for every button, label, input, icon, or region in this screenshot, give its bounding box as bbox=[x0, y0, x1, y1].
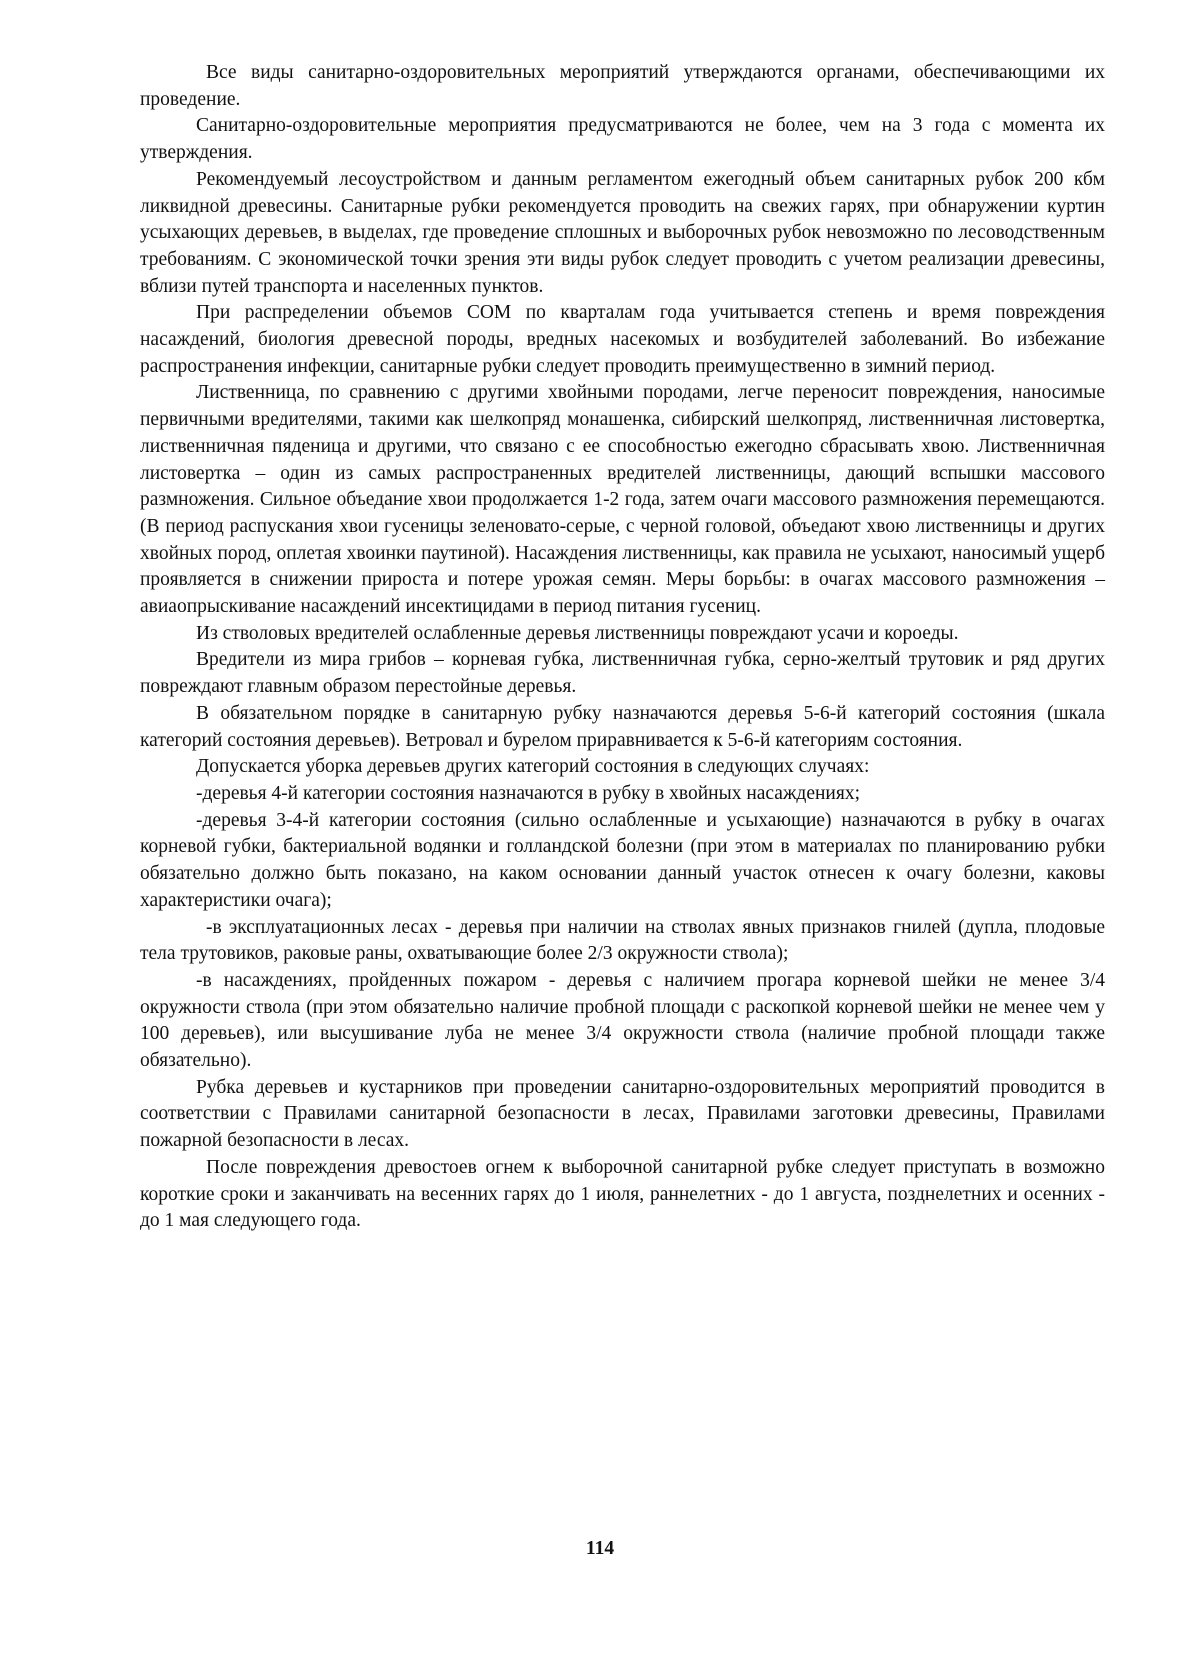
paragraph: Вредители из мира грибов – корневая губка, лиственничная губка, серно-желтый трутовик и ряд других повреждают главным образом перестойные деревья. bbox=[140, 649, 1105, 698]
paragraph: Допускается уборка деревьев других категорий состояния в следующих случаях: bbox=[196, 756, 870, 778]
paragraph: Санитарно-оздоровительные мероприятия предусматриваются не более, чем на 3 года с момента их утверждения. bbox=[140, 115, 1105, 164]
paragraph: Все виды санитарно-оздоровительных мероприятий утверждаются органами, обеспечивающими их проведение. bbox=[140, 62, 1105, 110]
paragraph: При распределении объемов СОМ по кварталам года учитывается степень и время повреждения насаждений, биология древесной породы, вредных насекомых и возбудителей заболеваний. Во избежание распространения инфекции, санитарные рубки следует проводить преимущественно в зимний период. bbox=[140, 302, 1105, 377]
list-item: -деревья 3-4-й категории состояния (сильно ослабленные и усыхающие) назначаются в рубку в очагах корневой губки, бактериальной водянки и голландской болезни (при этом в материалах по планированию рубки обязательно должно быть показано, на каком основании данный участок отнесен к очагу болезни, каковы характеристики очага); bbox=[140, 809, 1105, 911]
paragraph: Рекомендуемый лесоустройством и данным регламентом ежегодный объем санитарных рубок 200 кбм ликвидной древесины. Санитарные рубки рекомендуется проводить на свежих гарях, при обнаружении куртин усыхающих деревьев, в выделах, где проведение сплошных и выборочных рубок невозможно по лесоводственным требованиям. С экономической точки зрения эти виды рубок следует проводить с учетом реализации древесины, вблизи путей транспорта и населенных пунктов. bbox=[140, 168, 1105, 297]
list-item: -в насаждениях, пройденных пожаром - деревья с наличием прогара корневой шейки не менее 3/4 окружности ствола (при этом обязательно наличие пробной площади с раскопкой корневой шейки не менее чем у 100 деревьев), или высушивание луба не менее 3/4 окружности ствола (наличие пробной площади также обязательно). bbox=[140, 969, 1105, 1072]
paragraph: Лиственница, по сравнению с другими хвойными породами, легче переносит повреждения, наносимые первичными вредителями, такими как шелкопряд монашенка, сибирский шелкопряд, лиственничная листовертка, лиственничная пяденица и другими, что связано с ее способностью ежегодно сбрасывать хвою. Лиственничная листовертка – один из самых распространенных вредителей лиственницы, дающий вспышки массового размножения. Сильное объедание хвои продолжается 1-2 года, затем очаги массового размножения перемещаются. (В период распускания хвои гусеницы зеленовато-серые, с черной головой, объедают хвою лиственницы и других хвойных пород, оплетая хвоинки паутиной). Насаждения лиственницы, как правила не усыхают, наносимый ущерб проявляется в снижении прироста и потере урожая семян. Меры борьбы: в очагах массового размножения – авиаопрыскивание насаждений инсектицидами в период питания гусениц. bbox=[140, 382, 1105, 618]
paragraph: В обязательном порядке в санитарную рубку назначаются деревья 5-6-й категорий состояния (шкала категорий состояния деревьев). Ветровал и бурелом приравнивается к 5-6-й категориям состояния. bbox=[140, 702, 1105, 751]
body-text bbox=[140, 60, 1105, 1235]
paragraph: После повреждения древостоев огнем к выборочной санитарной рубке следует приступать в возможно короткие сроки и заканчивать на весенних гарях до 1 июля, раннелетних - до 1 августа, позднелетних и осенних - до 1 мая следующего года. bbox=[140, 1156, 1105, 1232]
list-item: -в эксплуатационных лесах - деревья при наличии на стволах явных признаков гнилей (дупла, плодовые тела трутовиков, раковые раны, охватывающие более 2/3 окружности ствола); bbox=[140, 916, 1105, 965]
page-number: 114 bbox=[585, 1538, 615, 1559]
paragraph: Рубка деревьев и кустарников при проведении санитарно-оздоровительных мероприятий проводится в соответствии с Правилами санитарной безопасности в лесах, Правилами заготовки древесины, Правилами пожарной безопасности в лесах. bbox=[140, 1076, 1105, 1152]
paragraph: Из стволовых вредителей ослабленные деревья лиственницы повреждают усачи и короеды. bbox=[196, 622, 959, 644]
list-item: -деревья 4-й категории состояния назначаются в рубку в хвойных насаждениях; bbox=[196, 782, 861, 804]
